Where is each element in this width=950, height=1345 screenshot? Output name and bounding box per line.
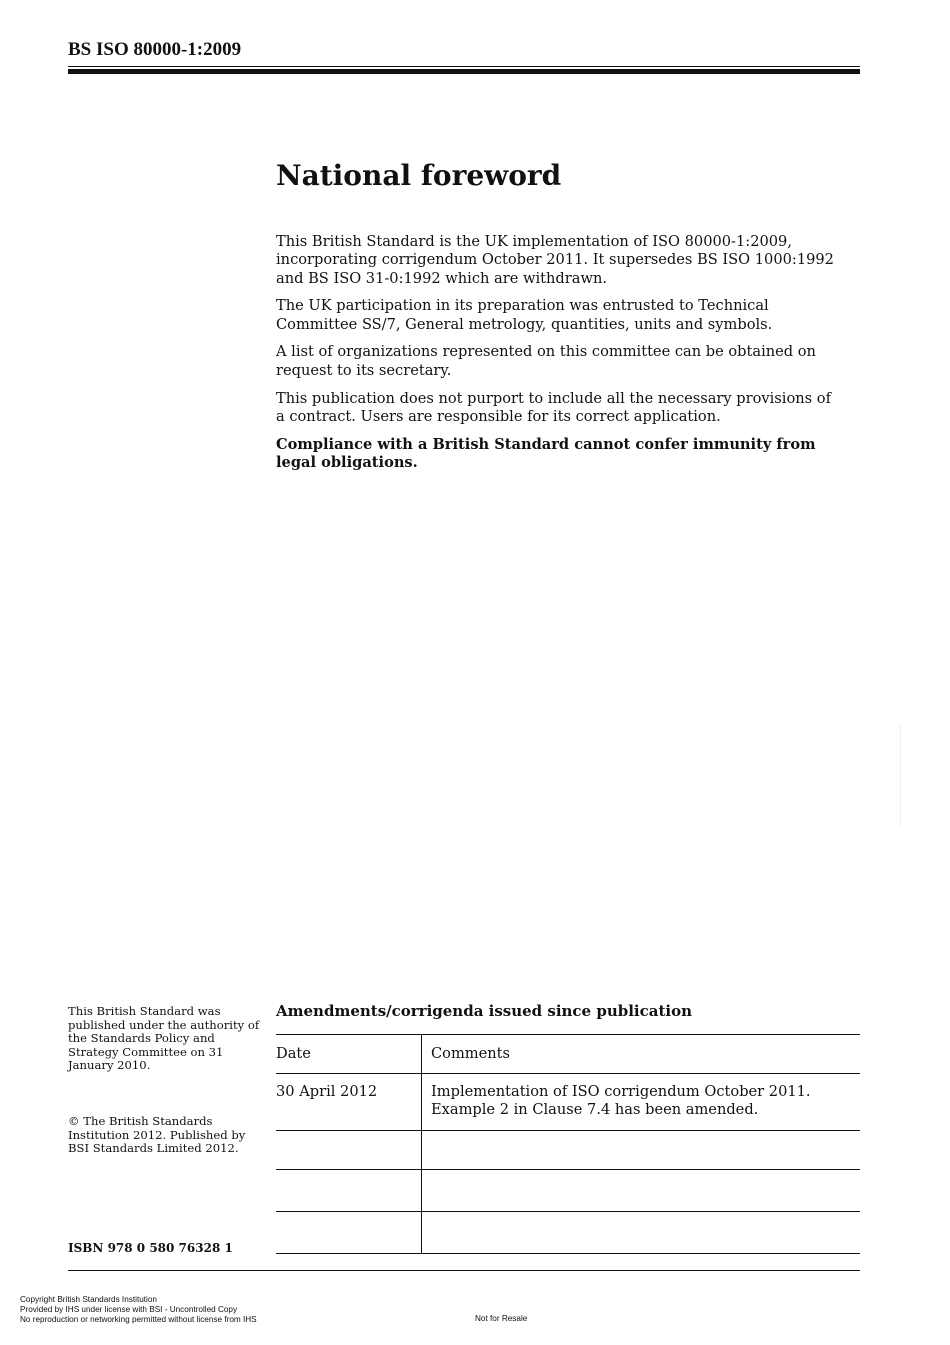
amendments-table <box>276 1034 860 1254</box>
table-row-empty <box>276 1131 860 1170</box>
foreword-body <box>276 233 841 482</box>
column-header-comments: Comments <box>422 1035 861 1074</box>
watermark-mark <box>900 725 909 825</box>
header-rule-thin <box>68 66 860 67</box>
license-line: No reproduction or networking permitted without license from IHS <box>20 1315 257 1324</box>
publication-note-text: This British Standard was published under the authority of the Standards Policy and Strategy Committee on 31 January 2010. <box>68 1004 260 1072</box>
license-line: Copyright British Standards Institution <box>20 1295 157 1304</box>
table-row <box>276 1074 860 1131</box>
foreword-paragraph: The UK participation in its preparation was entrusted to Technical Committee SS/7, General metrology, quantities, units and symbols. <box>276 297 773 333</box>
row-comment-line: Implementation of ISO corrigendum October 2011. <box>431 1083 811 1100</box>
table-row-empty <box>276 1170 860 1212</box>
row-comments <box>422 1074 861 1131</box>
foreword-paragraph: A list of organizations represented on this committee can be obtained on request to its secretary. <box>276 343 816 379</box>
column-header-date: Date <box>276 1035 422 1074</box>
not-for-resale: Not for Resale <box>475 1314 528 1323</box>
license-line: Provided by IHS under license with BSI - Uncontrolled Copy <box>20 1305 238 1314</box>
table-row-empty <box>276 1212 860 1254</box>
compliance-statement: Compliance with a British Standard cannot confer immunity from legal obligations. <box>276 435 816 471</box>
amendments-heading: Amendments/corrigenda issued since publication <box>276 1002 692 1020</box>
table-header-row <box>276 1035 860 1074</box>
copyright-note-text: © The British Standards Institution 2012. Published by BSI Standards Limited 2012. <box>68 1114 246 1155</box>
document-id: BS ISO 80000-1:2009 <box>68 39 242 60</box>
footer-rule <box>68 1270 860 1271</box>
copyright-note <box>68 1115 263 1156</box>
foreword-paragraph: This publication does not purport to include all the necessary provisions of a contract. Users are responsible for its correct application. <box>276 389 831 425</box>
license-notice <box>20 1295 257 1325</box>
publication-note <box>68 1005 263 1073</box>
header-rule-thick <box>68 69 860 74</box>
row-comment-line: Example 2 in Clause 7.4 has been amended. <box>431 1101 759 1119</box>
page-title: National foreword <box>276 159 562 192</box>
isbn: ISBN 978 0 580 76328 1 <box>68 1241 233 1255</box>
foreword-paragraph: This British Standard is the UK implementation of ISO 80000-1:2009, incorporating corrigendum October 2011. It supersedes BS ISO 1000:1992 and BS ISO 31-0:1992 which are withdrawn. <box>276 233 834 287</box>
row-date: 30 April 2012 <box>276 1074 422 1131</box>
